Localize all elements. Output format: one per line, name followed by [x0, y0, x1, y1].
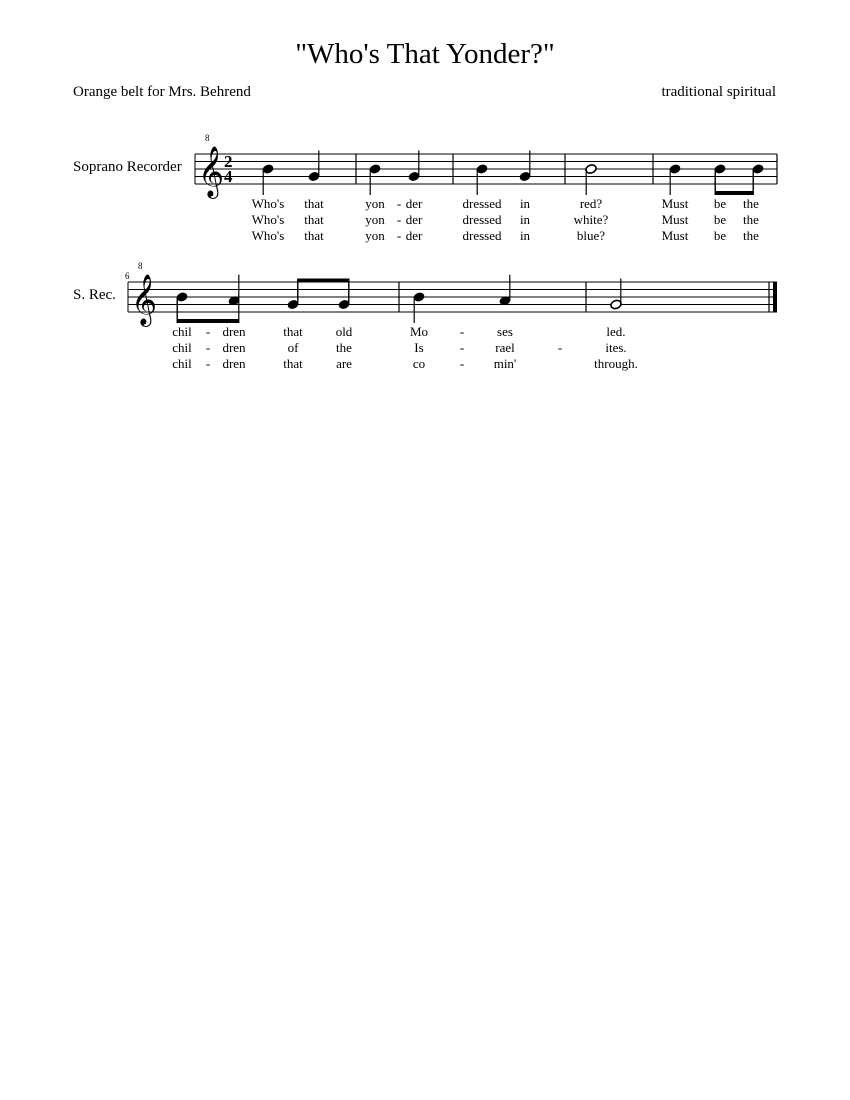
lyric-syllable: dren [222, 324, 246, 339]
lyric-syllable: old [335, 324, 353, 339]
svg-text:𝄞: 𝄞 [198, 147, 225, 196]
clef-octave-mark: 8 [205, 133, 210, 143]
lyric-syllable: yon [365, 228, 385, 243]
lyric-syllable: dren [222, 340, 246, 355]
lyric-syllable: be [713, 228, 727, 243]
lyric-hyphen: - [459, 356, 465, 371]
lyric-syllable: white? [573, 212, 609, 227]
lyric-syllable: in [519, 212, 531, 227]
lyric-hyphen: - [459, 324, 465, 339]
lyric-syllable: the [743, 228, 759, 243]
time-signature-bottom: 4 [224, 167, 233, 186]
note-beam [177, 319, 239, 323]
lyric-hyphen: - [205, 340, 211, 355]
lyric-syllable: ites. [605, 340, 627, 355]
lyrics-system-2 [172, 324, 638, 371]
lyric-syllable: chil [172, 324, 192, 339]
lyric-syllable: min' [493, 356, 517, 371]
lyric-syllable: der [405, 196, 423, 211]
lyric-syllable: Who's [251, 212, 285, 227]
lyric-hyphen: - [205, 324, 211, 339]
lyric-syllable: chil [172, 340, 192, 355]
lyric-syllable: dressed [462, 212, 502, 227]
note-beam [715, 191, 753, 195]
lyric-syllable: of [287, 340, 299, 355]
lyric-syllable: Who's [251, 196, 285, 211]
lyric-syllable: chil [172, 356, 192, 371]
lyrics-system-1 [252, 196, 760, 243]
lyric-syllable: that [304, 196, 324, 211]
time-signature-top: 2 [224, 152, 233, 171]
instrument-short-name: S. Rec. [73, 287, 116, 303]
lyric-syllable: der [405, 212, 423, 227]
lyric-hyphen: - [396, 196, 402, 211]
lyric-syllable: that [304, 228, 324, 243]
lyric-syllable: Mo [409, 324, 429, 339]
lyric-syllable: in [519, 196, 531, 211]
lyric-syllable: that [304, 212, 324, 227]
lyric-syllable: Must [661, 228, 689, 243]
lyric-syllable: yon [365, 196, 385, 211]
notes-system-1 [262, 151, 764, 196]
lyric-syllable: are [336, 356, 352, 371]
instrument-name: Soprano Recorder [73, 159, 182, 175]
lyric-syllable: co [412, 356, 426, 371]
score-subtitle: Orange belt for Mrs. Behrend [73, 84, 251, 100]
score-title: "Who's That Yonder?" [295, 38, 555, 70]
svg-text:𝄞: 𝄞 [131, 275, 158, 324]
lyric-syllable: dren [222, 356, 246, 371]
lyric-syllable: Is [414, 340, 424, 355]
lyric-hyphen: - [396, 212, 402, 227]
lyric-syllable: be [713, 196, 727, 211]
lyric-syllable: Who's [251, 228, 285, 243]
note-beam [298, 279, 349, 283]
clef-octave-mark: 8 [138, 261, 143, 271]
measure-number: 6 [125, 271, 130, 281]
lyric-syllable: that [283, 356, 303, 371]
lyric-syllable: that [283, 324, 303, 339]
lyric-syllable: the [336, 340, 352, 355]
treble-clef-icon [198, 147, 224, 199]
lyric-syllable: dressed [462, 196, 502, 211]
lyric-syllable: Must [661, 212, 689, 227]
lyric-hyphen: - [396, 228, 402, 243]
lyric-syllable: the [743, 196, 759, 211]
composer-credit: traditional spiritual [661, 84, 776, 100]
lyric-syllable: rael [495, 340, 515, 355]
lyric-syllable: blue? [576, 228, 606, 243]
lyric-hyphen: - [205, 356, 211, 371]
lyric-syllable: dressed [462, 228, 502, 243]
lyric-syllable: der [405, 228, 423, 243]
lyric-syllable: through. [594, 356, 638, 371]
lyric-hyphen: - [459, 340, 465, 355]
treble-clef-icon [131, 275, 157, 327]
lyric-syllable: yon [365, 212, 385, 227]
time-signature [224, 152, 233, 186]
lyric-syllable: led. [606, 324, 626, 339]
staff-system-2 [128, 282, 777, 312]
lyric-hyphen: - [557, 340, 563, 355]
lyric-syllable: in [519, 228, 531, 243]
lyric-syllable: ses [497, 324, 513, 339]
lyric-syllable: the [743, 212, 759, 227]
lyric-syllable: Must [661, 196, 689, 211]
lyric-syllable: red? [579, 196, 603, 211]
lyric-syllable: be [713, 212, 727, 227]
